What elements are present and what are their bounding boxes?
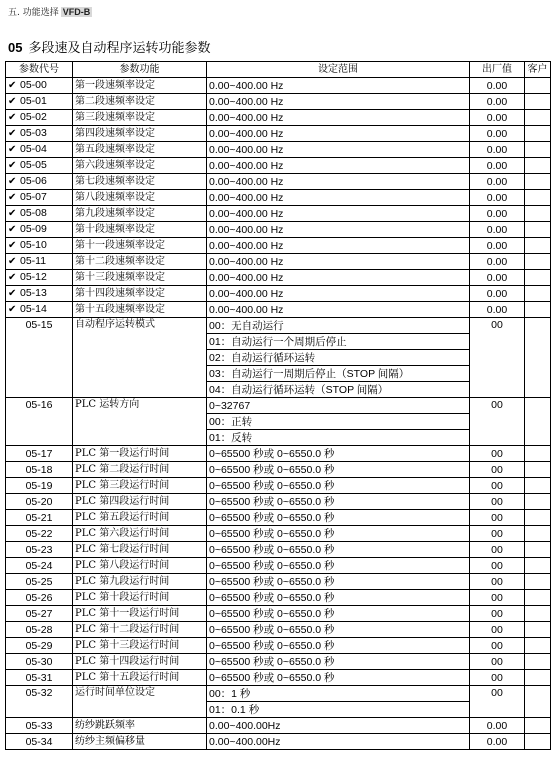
section-number: 05 bbox=[8, 40, 23, 55]
param-customer bbox=[525, 686, 551, 718]
col-header-default: 出厂值 bbox=[470, 62, 525, 78]
table-row bbox=[6, 174, 551, 190]
param-code-text: 05-03 bbox=[20, 127, 47, 139]
param-default: 00 bbox=[470, 526, 525, 542]
param-function: 第十二段速频率设定 bbox=[73, 254, 207, 270]
table-row bbox=[6, 142, 551, 158]
param-customer bbox=[525, 734, 551, 750]
param-function: 第十段速频率设定 bbox=[73, 222, 207, 238]
param-range: 0.00~400.00 Hz bbox=[207, 110, 470, 126]
col-header-code: 参数代号 bbox=[6, 62, 73, 78]
param-default: 0.00 bbox=[470, 190, 525, 206]
section-title-text: 多段速及自动程序运转功能参数 bbox=[28, 41, 211, 56]
param-code bbox=[6, 238, 73, 254]
editable-while-running-icon: ✔ bbox=[8, 128, 17, 139]
param-function: 第十一段速频率设定 bbox=[73, 238, 207, 254]
param-customer bbox=[525, 446, 551, 462]
table-row bbox=[6, 446, 551, 462]
page-header bbox=[8, 5, 92, 18]
param-customer bbox=[525, 542, 551, 558]
table-row bbox=[6, 542, 551, 558]
section-title bbox=[8, 37, 210, 56]
param-option: 0~32767 bbox=[207, 398, 470, 414]
param-function: 纺纱主频偏移量 bbox=[73, 734, 207, 750]
editable-while-running-icon: ✔ bbox=[8, 80, 17, 91]
param-customer bbox=[525, 622, 551, 638]
param-default: 0.00 bbox=[470, 222, 525, 238]
param-customer bbox=[525, 638, 551, 654]
param-customer bbox=[525, 270, 551, 286]
param-code-text: 05-02 bbox=[20, 111, 47, 123]
editable-while-running-icon: ✔ bbox=[8, 144, 17, 155]
param-customer bbox=[525, 670, 551, 686]
param-customer bbox=[525, 606, 551, 622]
param-range: 0~65500 秒或 0~6550.0 秒 bbox=[207, 622, 470, 638]
param-function: PLC 第八段运行时间 bbox=[73, 558, 207, 574]
param-option: 04：自动运行循环运转（STOP 间隔） bbox=[207, 382, 470, 398]
param-code bbox=[6, 670, 73, 686]
param-default: 00 bbox=[470, 510, 525, 526]
param-code bbox=[6, 638, 73, 654]
param-default: 00 bbox=[470, 478, 525, 494]
param-customer bbox=[525, 318, 551, 398]
param-code bbox=[6, 126, 73, 142]
param-code bbox=[6, 462, 73, 478]
param-customer bbox=[525, 158, 551, 174]
param-customer bbox=[525, 222, 551, 238]
param-option: 00：1 秒 bbox=[207, 686, 470, 702]
param-code-text: 05-17 bbox=[25, 447, 53, 460]
param-customer bbox=[525, 206, 551, 222]
table-row bbox=[6, 190, 551, 206]
param-customer bbox=[525, 302, 551, 318]
param-code-text: 05-01 bbox=[20, 95, 47, 107]
param-code bbox=[6, 302, 73, 318]
table-row bbox=[6, 526, 551, 542]
param-range: 0.00~400.00 Hz bbox=[207, 254, 470, 270]
param-function: 第四段速频率设定 bbox=[73, 126, 207, 142]
editable-while-running-icon: ✔ bbox=[8, 224, 17, 235]
param-code bbox=[6, 142, 73, 158]
param-customer bbox=[525, 462, 551, 478]
param-code-text: 05-24 bbox=[25, 559, 53, 572]
param-code-text: 05-12 bbox=[20, 271, 47, 283]
param-code-text: 05-13 bbox=[20, 287, 47, 299]
param-function: 第三段速频率设定 bbox=[73, 110, 207, 126]
param-code-text: 05-21 bbox=[25, 511, 53, 524]
param-customer bbox=[525, 142, 551, 158]
parameter-table bbox=[5, 61, 551, 750]
param-code bbox=[6, 110, 73, 126]
param-customer bbox=[525, 590, 551, 606]
param-code bbox=[6, 590, 73, 606]
param-range: 0~65500 秒或 0~6550.0 秒 bbox=[207, 654, 470, 670]
param-option: 01：0.1 秒 bbox=[207, 702, 470, 718]
param-range: 0~65500 秒或 0~6550.0 秒 bbox=[207, 542, 470, 558]
param-code bbox=[6, 654, 73, 670]
param-code-text: 05-31 bbox=[25, 671, 53, 684]
param-customer bbox=[525, 718, 551, 734]
param-function: PLC 运转方向 bbox=[73, 398, 207, 446]
param-code: 05-32 bbox=[6, 686, 73, 718]
param-default: 0.00 bbox=[470, 142, 525, 158]
param-code-text: 05-27 bbox=[25, 607, 53, 620]
param-code-text: 05-06 bbox=[20, 175, 47, 187]
editable-while-running-icon: ✔ bbox=[8, 240, 17, 251]
table-row bbox=[6, 286, 551, 302]
param-range: 0~65500 秒或 0~6550.0 秒 bbox=[207, 574, 470, 590]
param-code bbox=[6, 510, 73, 526]
param-range: 0~65500 秒或 0~6550.0 秒 bbox=[207, 526, 470, 542]
param-function: 运行时间单位设定 bbox=[73, 686, 207, 718]
param-default: 0.00 bbox=[470, 286, 525, 302]
table-row bbox=[6, 94, 551, 110]
param-customer bbox=[525, 398, 551, 446]
col-header-function: 参数功能 bbox=[73, 62, 207, 78]
param-function: PLC 第十五段运行时间 bbox=[73, 670, 207, 686]
table-header-row bbox=[6, 62, 551, 78]
table-row bbox=[6, 558, 551, 574]
col-header-customer: 客户 bbox=[525, 62, 551, 78]
param-default: 0.00 bbox=[470, 302, 525, 318]
param-code bbox=[6, 494, 73, 510]
editable-while-running-icon: ✔ bbox=[8, 208, 17, 219]
param-function: PLC 第九段运行时间 bbox=[73, 574, 207, 590]
table-row bbox=[6, 510, 551, 526]
param-code bbox=[6, 222, 73, 238]
param-default: 0.00 bbox=[470, 78, 525, 94]
editable-while-running-icon: ✔ bbox=[8, 256, 17, 267]
param-option: 00：无自动运行 bbox=[207, 318, 470, 334]
param-code-text: 05-20 bbox=[25, 495, 53, 508]
editable-while-running-icon: ✔ bbox=[8, 288, 17, 299]
param-code-text: 05-30 bbox=[25, 655, 53, 668]
param-code-text: 05-34 bbox=[25, 735, 53, 748]
param-default: 0.00 bbox=[470, 734, 525, 750]
table-row bbox=[6, 254, 551, 270]
param-default: 00 bbox=[470, 398, 525, 446]
param-code-text: 05-11 bbox=[20, 255, 47, 267]
param-range: 0.00~400.00 Hz bbox=[207, 94, 470, 110]
param-range: 0~65500 秒或 0~6550.0 秒 bbox=[207, 558, 470, 574]
param-function: PLC 第二段运行时间 bbox=[73, 462, 207, 478]
editable-while-running-icon: ✔ bbox=[8, 96, 17, 107]
param-function: 第十三段速频率设定 bbox=[73, 270, 207, 286]
param-default: 00 bbox=[470, 686, 525, 718]
param-function: PLC 第五段运行时间 bbox=[73, 510, 207, 526]
param-option: 02：自动运行循环运转 bbox=[207, 350, 470, 366]
param-customer bbox=[525, 510, 551, 526]
param-range: 0.00~400.00 Hz bbox=[207, 270, 470, 286]
table-row bbox=[6, 206, 551, 222]
param-code bbox=[6, 270, 73, 286]
table-row bbox=[6, 238, 551, 254]
param-option: 03：自动运行一周期后停止（STOP 间隔） bbox=[207, 366, 470, 382]
editable-while-running-icon: ✔ bbox=[8, 304, 17, 315]
param-function: 第一段速频率设定 bbox=[73, 78, 207, 94]
table-row bbox=[6, 478, 551, 494]
table-row bbox=[6, 110, 551, 126]
param-range: 0.00~400.00Hz bbox=[207, 718, 470, 734]
param-function: 自动程序运转模式 bbox=[73, 318, 207, 398]
table-row bbox=[6, 622, 551, 638]
table-row bbox=[6, 126, 551, 142]
param-customer bbox=[525, 78, 551, 94]
param-default: 00 bbox=[470, 606, 525, 622]
param-default: 00 bbox=[470, 622, 525, 638]
param-default: 0.00 bbox=[470, 238, 525, 254]
param-default: 00 bbox=[470, 446, 525, 462]
param-default: 0.00 bbox=[470, 254, 525, 270]
param-customer bbox=[525, 654, 551, 670]
param-function: 第八段速频率设定 bbox=[73, 190, 207, 206]
param-customer bbox=[525, 574, 551, 590]
param-range: 0~65500 秒或 0~6550.0 秒 bbox=[207, 478, 470, 494]
param-code-text: 05-08 bbox=[20, 207, 47, 219]
param-customer bbox=[525, 526, 551, 542]
param-function: PLC 第十二段运行时间 bbox=[73, 622, 207, 638]
param-function: 第六段速频率设定 bbox=[73, 158, 207, 174]
param-customer bbox=[525, 558, 551, 574]
editable-while-running-icon: ✔ bbox=[8, 160, 17, 171]
param-customer bbox=[525, 238, 551, 254]
param-default: 0.00 bbox=[470, 126, 525, 142]
param-code bbox=[6, 718, 73, 734]
param-customer bbox=[525, 190, 551, 206]
editable-while-running-icon: ✔ bbox=[8, 112, 17, 123]
param-code-text: 05-18 bbox=[25, 463, 53, 476]
table-row bbox=[6, 638, 551, 654]
param-range: 0.00~400.00 Hz bbox=[207, 190, 470, 206]
param-code bbox=[6, 78, 73, 94]
param-function: PLC 第十一段运行时间 bbox=[73, 606, 207, 622]
param-code-text: 05-14 bbox=[20, 303, 47, 315]
param-range: 0.00~400.00 Hz bbox=[207, 206, 470, 222]
param-default: 0.00 bbox=[470, 718, 525, 734]
table-row bbox=[6, 462, 551, 478]
param-code bbox=[6, 606, 73, 622]
param-default: 0.00 bbox=[470, 206, 525, 222]
param-default: 0.00 bbox=[470, 158, 525, 174]
param-default: 00 bbox=[470, 542, 525, 558]
param-code-text: 05-19 bbox=[25, 479, 53, 492]
param-range: 0~65500 秒或 0~6550.0 秒 bbox=[207, 462, 470, 478]
param-customer bbox=[525, 254, 551, 270]
param-code bbox=[6, 542, 73, 558]
table-row bbox=[6, 686, 551, 702]
table-row bbox=[6, 270, 551, 286]
param-default: 0.00 bbox=[470, 94, 525, 110]
param-code-text: 05-05 bbox=[20, 159, 47, 171]
table-row bbox=[6, 398, 551, 414]
param-function: PLC 第六段运行时间 bbox=[73, 526, 207, 542]
param-code: 05-16 bbox=[6, 398, 73, 446]
param-range: 0~65500 秒或 0~6550.0 秒 bbox=[207, 494, 470, 510]
param-range: 0.00~400.00Hz bbox=[207, 734, 470, 750]
table-row bbox=[6, 222, 551, 238]
param-function: 纺纱跳跃频率 bbox=[73, 718, 207, 734]
table-row bbox=[6, 318, 551, 334]
param-range: 0.00~400.00 Hz bbox=[207, 238, 470, 254]
param-code bbox=[6, 446, 73, 462]
param-code-text: 05-23 bbox=[25, 543, 53, 556]
param-function: 第二段速频率设定 bbox=[73, 94, 207, 110]
param-code bbox=[6, 286, 73, 302]
param-code-text: 05-10 bbox=[20, 239, 47, 251]
param-range: 0.00~400.00 Hz bbox=[207, 222, 470, 238]
param-function: 第五段速频率设定 bbox=[73, 142, 207, 158]
param-range: 0.00~400.00 Hz bbox=[207, 286, 470, 302]
param-default: 00 bbox=[470, 670, 525, 686]
param-range: 0~65500 秒或 0~6550.0 秒 bbox=[207, 638, 470, 654]
table-row bbox=[6, 78, 551, 94]
param-code bbox=[6, 526, 73, 542]
param-customer bbox=[525, 286, 551, 302]
param-default: 00 bbox=[470, 494, 525, 510]
param-range: 0~65500 秒或 0~6550.0 秒 bbox=[207, 446, 470, 462]
editable-while-running-icon: ✔ bbox=[8, 176, 17, 187]
param-code-text: 05-07 bbox=[20, 191, 47, 203]
param-code bbox=[6, 558, 73, 574]
param-code bbox=[6, 94, 73, 110]
param-range: 0.00~400.00 Hz bbox=[207, 126, 470, 142]
param-code-text: 05-33 bbox=[25, 719, 53, 732]
param-range: 0.00~400.00 Hz bbox=[207, 174, 470, 190]
param-code-text: 05-26 bbox=[25, 591, 53, 604]
param-default: 0.00 bbox=[470, 174, 525, 190]
param-range: 0.00~400.00 Hz bbox=[207, 78, 470, 94]
param-code bbox=[6, 206, 73, 222]
param-customer bbox=[525, 110, 551, 126]
param-code-text: 05-04 bbox=[20, 143, 47, 155]
table-row bbox=[6, 302, 551, 318]
param-function: PLC 第三段运行时间 bbox=[73, 478, 207, 494]
param-code-text: 05-22 bbox=[25, 527, 53, 540]
param-function: PLC 第十三段运行时间 bbox=[73, 638, 207, 654]
table-row bbox=[6, 654, 551, 670]
param-default: 00 bbox=[470, 558, 525, 574]
header-prefix: 五. 功能选择 bbox=[8, 8, 59, 18]
param-default: 00 bbox=[470, 318, 525, 398]
param-function: PLC 第七段运行时间 bbox=[73, 542, 207, 558]
param-code bbox=[6, 622, 73, 638]
param-customer bbox=[525, 94, 551, 110]
param-function: PLC 第十四段运行时间 bbox=[73, 654, 207, 670]
param-function: 第十五段速频率设定 bbox=[73, 302, 207, 318]
col-header-range: 设定范围 bbox=[207, 62, 470, 78]
model-label: VFD-B bbox=[62, 7, 91, 17]
param-code bbox=[6, 190, 73, 206]
param-range: 0~65500 秒或 0~6550.0 秒 bbox=[207, 670, 470, 686]
table-row bbox=[6, 670, 551, 686]
param-default: 00 bbox=[470, 590, 525, 606]
table-row bbox=[6, 158, 551, 174]
param-default: 0.00 bbox=[470, 110, 525, 126]
param-default: 00 bbox=[470, 462, 525, 478]
param-range: 0.00~400.00 Hz bbox=[207, 158, 470, 174]
param-range: 0.00~400.00 Hz bbox=[207, 302, 470, 318]
param-code: 05-15 bbox=[6, 318, 73, 398]
param-range: 0~65500 秒或 0~6550.0 秒 bbox=[207, 590, 470, 606]
param-customer bbox=[525, 174, 551, 190]
param-option: 00：正转 bbox=[207, 414, 470, 430]
param-default: 00 bbox=[470, 638, 525, 654]
param-function: PLC 第一段运行时间 bbox=[73, 446, 207, 462]
param-code-text: 05-00 bbox=[20, 79, 47, 91]
table-row bbox=[6, 718, 551, 734]
param-code bbox=[6, 574, 73, 590]
param-code bbox=[6, 174, 73, 190]
param-code-text: 05-29 bbox=[25, 639, 53, 652]
editable-while-running-icon: ✔ bbox=[8, 192, 17, 203]
table-row bbox=[6, 606, 551, 622]
param-code bbox=[6, 734, 73, 750]
param-default: 0.00 bbox=[470, 270, 525, 286]
param-range: 0.00~400.00 Hz bbox=[207, 142, 470, 158]
param-customer bbox=[525, 126, 551, 142]
param-code bbox=[6, 158, 73, 174]
param-code-text: 05-28 bbox=[25, 623, 53, 636]
param-function: PLC 第十段运行时间 bbox=[73, 590, 207, 606]
param-option: 01：自动运行一个周期后停止 bbox=[207, 334, 470, 350]
table-row bbox=[6, 494, 551, 510]
table-row bbox=[6, 574, 551, 590]
param-code bbox=[6, 478, 73, 494]
param-customer bbox=[525, 494, 551, 510]
param-code bbox=[6, 254, 73, 270]
table-row bbox=[6, 734, 551, 750]
param-option: 01：反转 bbox=[207, 430, 470, 446]
param-code-text: 05-09 bbox=[20, 223, 47, 235]
param-function: 第九段速频率设定 bbox=[73, 206, 207, 222]
param-customer bbox=[525, 478, 551, 494]
param-range: 0~65500 秒或 0~6550.0 秒 bbox=[207, 606, 470, 622]
param-default: 00 bbox=[470, 574, 525, 590]
editable-while-running-icon: ✔ bbox=[8, 272, 17, 283]
table-row bbox=[6, 590, 551, 606]
param-default: 00 bbox=[470, 654, 525, 670]
param-function: 第十四段速频率设定 bbox=[73, 286, 207, 302]
param-code-text: 05-25 bbox=[25, 575, 53, 588]
param-range: 0~65500 秒或 0~6550.0 秒 bbox=[207, 510, 470, 526]
param-function: 第七段速频率设定 bbox=[73, 174, 207, 190]
param-function: PLC 第四段运行时间 bbox=[73, 494, 207, 510]
